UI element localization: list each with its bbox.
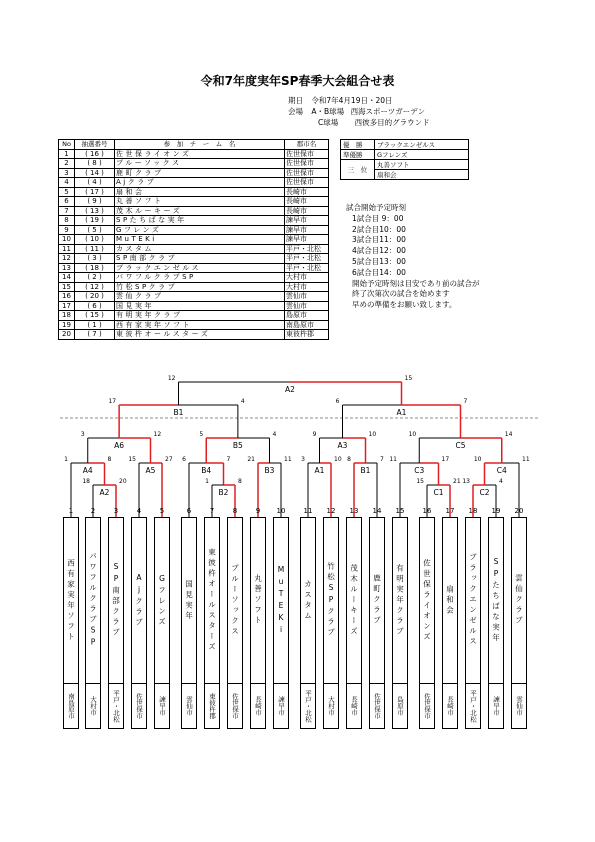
table-row	[59, 197, 329, 207]
team-name: 鹿町クラブ	[115, 168, 285, 178]
team-city: 大村市	[285, 282, 329, 292]
date-line	[288, 95, 393, 106]
team-no: 7	[59, 206, 75, 216]
match-label: C5	[455, 441, 466, 450]
score-left: 11	[389, 456, 397, 463]
team-lot: ( 18 )	[75, 263, 115, 273]
team-name: SP南部クラブ	[115, 254, 285, 264]
slot-team-label: ブラックエンゼルス	[468, 553, 478, 648]
team-city: 南島原市	[285, 320, 329, 330]
slot-city-label: 諫早市	[158, 696, 166, 716]
team-lot: ( 10 )	[75, 235, 115, 245]
slot-team-label: 鹿町クラブ	[372, 574, 382, 627]
table-row	[59, 216, 329, 226]
team-city: 長崎市	[285, 187, 329, 197]
slot-city-label: 雲仙市	[185, 696, 193, 716]
slot-city-label: 平戸・北松	[112, 689, 120, 723]
team-name: カスタム	[115, 244, 285, 254]
slot-team-name	[300, 517, 316, 684]
score-right: 20	[119, 478, 127, 485]
team-no: 15	[59, 282, 75, 292]
slot-city-label: 平戸・北松	[304, 689, 312, 723]
score-right: 4	[240, 398, 245, 405]
col-no: No	[59, 140, 75, 150]
date-value: 令和7年4月19日・20日	[311, 96, 393, 105]
slot-city-label: 佐世保市	[231, 693, 239, 719]
slot-team-name	[154, 517, 170, 684]
slot-city-label: 佐世保市	[373, 693, 381, 719]
venue-ab-name: 西海スポーツガーデン	[350, 107, 426, 116]
score-left: 3	[301, 456, 305, 463]
score-left: 5	[199, 431, 204, 438]
team-lot: ( 8 )	[75, 159, 115, 169]
slot-team-label: パワフルクラブSP	[88, 551, 98, 650]
slot-team-label: MuTEKi	[276, 564, 286, 637]
match-label: A2	[285, 385, 295, 394]
slot-team-label: 茂木ルーキーズ	[349, 563, 359, 638]
results-table	[340, 139, 469, 180]
slot-city-label: 南島原市	[67, 693, 75, 719]
team-no: 4	[59, 178, 75, 188]
team-name: パワフルクラブSP	[115, 273, 285, 283]
slot-team-label: 竹松SPクラブ	[326, 562, 336, 639]
schedule-time-1: 1試合目 9：00	[352, 213, 404, 223]
match-label: C1	[433, 488, 444, 497]
team-city: 諫早市	[285, 235, 329, 245]
match-label: B1	[173, 408, 184, 417]
slot-team-label: SP南部クラブ	[111, 562, 121, 639]
team-lot: ( 11 )	[75, 244, 115, 254]
slot-team-label: Gフレンズ	[157, 573, 167, 628]
score-right: 15	[404, 375, 413, 382]
slot-team-label: カスタム	[303, 579, 313, 622]
match-label: B3	[264, 466, 275, 475]
score-right: 4	[499, 478, 503, 485]
slot-team-name	[108, 517, 124, 684]
slot-city	[419, 684, 435, 729]
table-row	[59, 282, 329, 292]
runner-up-label: 準優勝	[341, 150, 375, 160]
team-name: 東彼杵オールスターズ	[115, 330, 285, 340]
team-city: 佐世保市	[285, 159, 329, 169]
match-label: A2	[99, 488, 110, 497]
slot-team-label: 国見実年	[184, 579, 194, 622]
score-left: 8	[347, 456, 351, 463]
team-lot: ( 9 )	[75, 197, 115, 207]
schedule-time-5: 5試合目13：00	[352, 256, 406, 266]
team-no: 9	[59, 225, 75, 235]
slot-number: 20	[514, 507, 524, 515]
third-team-2: 扇和会	[375, 170, 469, 180]
schedule-note-2: 終了次第次の試合を始めます	[352, 289, 450, 299]
team-name: 竹松SPクラブ	[115, 282, 285, 292]
col-team: 参 加 チ ー ム 名	[115, 140, 285, 150]
team-city: 雲仙市	[285, 292, 329, 302]
team-name: 佐世保ライオンズ	[115, 149, 285, 159]
slot-team-name	[346, 517, 362, 684]
venue-line-2	[318, 117, 430, 128]
team-no: 13	[59, 263, 75, 273]
slot-city	[511, 684, 527, 729]
slot-team-label: 丸善ソフト	[253, 574, 263, 627]
table-row	[59, 301, 329, 311]
team-no: 12	[59, 254, 75, 264]
slot-city	[227, 684, 243, 729]
slot-team-name	[181, 517, 197, 684]
team-name: 国見実年	[115, 301, 285, 311]
slot-city	[154, 684, 170, 729]
team-lot: ( 2 )	[75, 273, 115, 283]
score-left: 3	[80, 431, 85, 438]
team-city: 長崎市	[285, 206, 329, 216]
table-row	[59, 263, 329, 273]
slot-city-label: 長崎市	[350, 696, 358, 716]
schedule-title: 試合開始予定時刻	[346, 203, 406, 212]
team-no: 8	[59, 216, 75, 226]
winner-team: ブラックエンゼルス	[375, 140, 469, 150]
tournament-bracket	[0, 360, 595, 520]
slot-city	[131, 684, 147, 729]
match-label: A4	[82, 466, 93, 475]
slot-city	[181, 684, 197, 729]
table-row	[59, 168, 329, 178]
slot-team-name	[369, 517, 385, 684]
slot-team-label: 東彼杵オールスターズ	[207, 548, 217, 653]
slot-city	[300, 684, 316, 729]
team-city: 佐世保市	[285, 149, 329, 159]
match-label: B2	[218, 488, 229, 497]
table-row	[59, 254, 329, 264]
slot-number: 16	[422, 507, 432, 515]
slot-city-label: 長崎市	[254, 696, 262, 716]
match-label: B5	[232, 441, 243, 450]
slot-team-name	[250, 517, 266, 684]
team-name: 茂木ルーキーズ	[115, 206, 285, 216]
score-left: 13	[462, 478, 470, 485]
slot-city	[369, 684, 385, 729]
schedule-note-1: 開始予定時刻は目安であり前の試合が	[352, 278, 480, 288]
table-row	[59, 225, 329, 235]
team-no: 18	[59, 311, 75, 321]
score-left: 21	[247, 456, 255, 463]
slot-team-name	[392, 517, 408, 684]
slot-number: 11	[303, 507, 313, 515]
team-lot: ( 3 )	[75, 254, 115, 264]
team-lot: ( 17 )	[75, 187, 115, 197]
team-lot: ( 7 )	[75, 330, 115, 340]
third-team-1: 丸善ソフト	[375, 160, 469, 170]
score-left: 1	[64, 456, 68, 463]
col-lot: 抽選番号	[75, 140, 115, 150]
slot-team-name	[273, 517, 289, 684]
team-lot: ( 12 )	[75, 282, 115, 292]
team-lot: ( 6 )	[75, 301, 115, 311]
score-left: 18	[82, 478, 90, 485]
slot-number: 7	[209, 507, 215, 515]
match-label: A6	[114, 441, 125, 450]
match-label: B1	[360, 466, 371, 475]
slot-city	[273, 684, 289, 729]
slot-city	[488, 684, 504, 729]
slot-team-name	[204, 517, 220, 684]
table-row	[59, 244, 329, 254]
match-label: C3	[414, 466, 425, 475]
slot-city	[346, 684, 362, 729]
slot-city-label: 雲仙市	[515, 696, 523, 716]
slot-team-name	[131, 517, 147, 684]
table-row	[59, 273, 329, 283]
table-row	[59, 159, 329, 169]
slot-number: 1	[68, 507, 74, 515]
team-name: 雲仙クラブ	[115, 292, 285, 302]
schedule-time-4: 4試合目12：00	[352, 246, 406, 256]
score-right: 8	[238, 478, 242, 485]
score-left: 12	[167, 375, 176, 382]
schedule	[346, 203, 480, 311]
score-right: 27	[165, 456, 173, 463]
schedule-time-6: 6試合目14：00	[352, 267, 406, 277]
score-left: 10	[408, 431, 417, 438]
slot-team-label: 扇和会	[445, 584, 455, 617]
team-city: 諫早市	[285, 225, 329, 235]
slot-team-name	[323, 517, 339, 684]
slot-city-label: 平戸・北松	[469, 689, 477, 723]
slot-number: 15	[395, 507, 405, 515]
team-lot: ( 16 )	[75, 149, 115, 159]
slot-city-label: 東彼杵郡	[208, 693, 216, 719]
team-no: 19	[59, 320, 75, 330]
table-row	[59, 178, 329, 188]
runner-up-team: Gフレンズ	[375, 150, 469, 160]
slot-team-name	[419, 517, 435, 684]
team-no: 10	[59, 235, 75, 245]
slot-city	[392, 684, 408, 729]
team-name: ブルーソックス	[115, 159, 285, 169]
slot-number: 8	[232, 507, 238, 515]
venue-line-1	[288, 106, 425, 117]
team-lot: ( 14 )	[75, 168, 115, 178]
score-left: 6	[182, 456, 186, 463]
slot-team-name	[85, 517, 101, 684]
slot-team-label: SPたちばな実年	[491, 557, 501, 644]
team-table-header	[59, 140, 329, 150]
slot-number: 9	[255, 507, 261, 515]
venue-label: 会場	[288, 107, 303, 116]
slot-number: 5	[159, 507, 165, 515]
venue-ab: A・B球場	[311, 107, 345, 116]
col-city: 郡市名	[285, 140, 329, 150]
team-lot: ( 1 )	[75, 320, 115, 330]
table-row	[59, 311, 329, 321]
team-no: 5	[59, 187, 75, 197]
slot-team-label: 有明実年クラブ	[395, 563, 405, 638]
slot-city	[85, 684, 101, 729]
team-table	[58, 139, 329, 340]
slot-team-label: Ajクラブ	[134, 572, 144, 629]
team-name: Ajクラブ	[115, 178, 285, 188]
score-right: 21	[453, 478, 461, 485]
slot-city-label: 諫早市	[277, 696, 285, 716]
team-city: 東彼杵郡	[285, 330, 329, 340]
score-left: 17	[108, 398, 117, 405]
table-row	[59, 292, 329, 302]
slot-city	[465, 684, 481, 729]
team-lot: ( 15 )	[75, 311, 115, 321]
team-lot: ( 5 )	[75, 225, 115, 235]
team-no: 3	[59, 168, 75, 178]
score-right: 17	[441, 456, 450, 463]
slot-team-name	[442, 517, 458, 684]
team-lot: ( 4 )	[75, 178, 115, 188]
page-title: 令和7年度実年SP春季大会組合せ表	[200, 74, 395, 88]
score-right: 11	[522, 456, 530, 463]
slot-city-label: 佐世保市	[423, 693, 431, 719]
table-row	[59, 206, 329, 216]
slot-team-label: 西有家実年ソフト	[66, 558, 76, 643]
slot-number: 4	[136, 507, 142, 515]
match-label: C4	[496, 466, 507, 475]
team-city: 平戸・北松	[285, 263, 329, 273]
table-row	[59, 235, 329, 245]
score-right: 12	[153, 431, 162, 438]
slot-city-label: 諫早市	[492, 696, 500, 716]
table-row	[59, 187, 329, 197]
slot-number: 18	[468, 507, 478, 515]
score-right: 11	[284, 456, 292, 463]
slot-team-name	[63, 517, 79, 684]
team-lot: ( 19 )	[75, 216, 115, 226]
score-right: 10	[368, 431, 377, 438]
slot-city	[442, 684, 458, 729]
slot-team-name	[511, 517, 527, 684]
slot-city	[108, 684, 124, 729]
team-no: 17	[59, 301, 75, 311]
slot-city-label: 大村市	[89, 696, 97, 716]
score-right: 7	[463, 398, 468, 405]
score-right: 7	[380, 456, 384, 463]
slot-number: 10	[276, 507, 286, 515]
team-name: 有明実年クラブ	[115, 311, 285, 321]
schedule-note-3: 早めの準備をお願い致します。	[352, 300, 457, 310]
slot-city-label: 佐世保市	[135, 693, 143, 719]
team-no: 11	[59, 244, 75, 254]
team-city: 長崎市	[285, 197, 329, 207]
table-row	[59, 149, 329, 159]
team-city: 平戸・北松	[285, 254, 329, 264]
date-label: 期日	[288, 96, 303, 105]
team-no: 14	[59, 273, 75, 283]
slot-city	[323, 684, 339, 729]
slot-city-label: 島原市	[396, 696, 404, 716]
slot-team-name	[465, 517, 481, 684]
match-label: A1	[396, 408, 407, 417]
team-city: 諫早市	[285, 216, 329, 226]
schedule-time-2: 2試合目10：00	[352, 224, 406, 234]
match-label: B4	[201, 466, 212, 475]
slot-city	[63, 684, 79, 729]
schedule-time-3: 3試合目11：00	[352, 235, 406, 245]
slot-team-name	[488, 517, 504, 684]
slot-city-label: 大村市	[327, 696, 335, 716]
team-no: 16	[59, 292, 75, 302]
team-name: Gフレンズ	[115, 225, 285, 235]
venue-c-name: 西彼多目的グラウンド	[354, 118, 430, 127]
team-name: MuTEKi	[115, 235, 285, 245]
third-label: 三 位	[341, 160, 375, 180]
match-label: A1	[314, 466, 325, 475]
slot-number: 19	[491, 507, 501, 515]
slot-number: 12	[326, 507, 336, 515]
score-left: 15	[416, 478, 424, 485]
slot-team-label: 佐世保ライオンズ	[422, 558, 432, 643]
score-left: 10	[473, 456, 482, 463]
team-no: 20	[59, 330, 75, 340]
score-right: 10	[334, 456, 342, 463]
score-left: 1	[205, 478, 209, 485]
team-name: 扇和会	[115, 187, 285, 197]
table-row	[59, 330, 329, 340]
team-city: 佐世保市	[285, 178, 329, 188]
match-label: A5	[145, 466, 156, 475]
team-no: 6	[59, 197, 75, 207]
slot-number: 2	[90, 507, 96, 515]
table-row	[59, 320, 329, 330]
team-name: ブラックエンゼルス	[115, 263, 285, 273]
team-city: 雲仙市	[285, 301, 329, 311]
score-right: 14	[504, 431, 513, 438]
team-no: 2	[59, 159, 75, 169]
slot-number: 14	[372, 507, 382, 515]
slot-number: 13	[349, 507, 359, 515]
slot-team-label: 雲仙クラブ	[514, 574, 524, 627]
slot-number: 3	[113, 507, 119, 515]
team-city: 平戸・北松	[285, 244, 329, 254]
score-left: 6	[335, 398, 340, 405]
match-label: A3	[337, 441, 348, 450]
slot-number: 17	[445, 507, 455, 515]
slot-city	[250, 684, 266, 729]
slot-number: 6	[186, 507, 192, 515]
team-city: 大村市	[285, 273, 329, 283]
score-right: 4	[272, 431, 277, 438]
slot-team-label: ブルーソックス	[230, 563, 240, 638]
team-name: 丸善ソフト	[115, 197, 285, 207]
winner-label: 優 勝	[341, 140, 375, 150]
team-lot: ( 20 )	[75, 292, 115, 302]
team-name: SPたちばな実年	[115, 216, 285, 226]
slot-city	[204, 684, 220, 729]
venue-c: C球場	[318, 118, 339, 127]
score-right: 7	[226, 456, 231, 463]
match-label: C2	[479, 488, 490, 497]
slot-team-name	[227, 517, 243, 684]
score-left: 15	[128, 456, 136, 463]
slot-city-label: 長崎市	[446, 696, 454, 716]
team-lot: ( 13 )	[75, 206, 115, 216]
team-city: 島原市	[285, 311, 329, 321]
team-name: 西有家実年ソフト	[115, 320, 285, 330]
score-left: 9	[312, 431, 317, 438]
score-right: 8	[107, 456, 112, 463]
team-city: 佐世保市	[285, 168, 329, 178]
team-no: 1	[59, 149, 75, 159]
